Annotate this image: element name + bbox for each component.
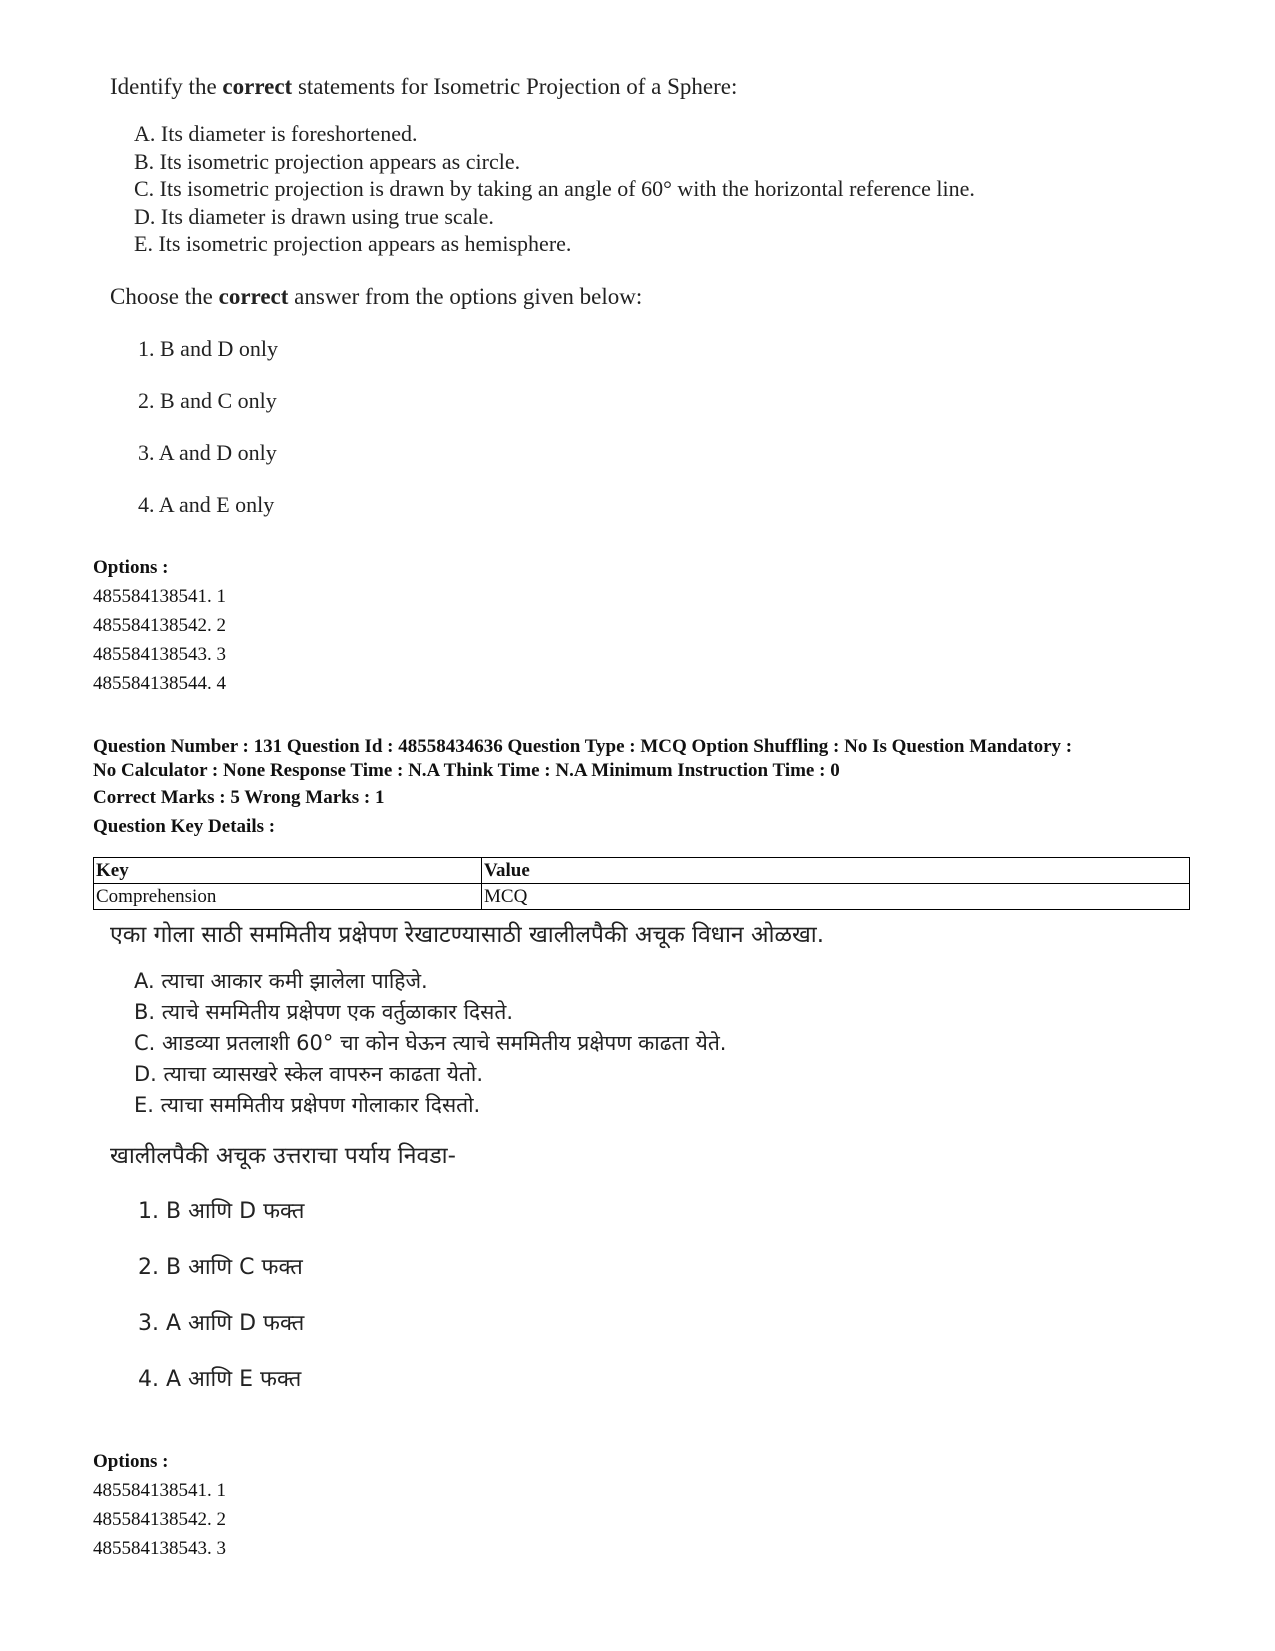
options-list-2 <box>93 1447 226 1563</box>
options-label: Options : <box>93 1451 169 1472</box>
statement-d: D. Its diameter is drawn using true scale. <box>134 203 494 229</box>
table-cell-value: MCQ <box>482 884 1190 910</box>
answer-choice-1-marathi: 1. B आणि D फक्त <box>138 1199 305 1224</box>
option-item: 485584138543. 3 <box>93 644 226 665</box>
question-info-line-2: No Calculator : None Response Time : N.A Think Time : N.A Minimum Instruction Time : 0 <box>93 760 840 781</box>
choose-instruction: Choose the correct answer from the options given below: <box>110 283 643 309</box>
statement-d-marathi: D. त्याचा व्यासखरे स्केल वापरुन काढता येतो. <box>134 1062 483 1086</box>
choose-instruction-marathi: खालीलपैकी अचूक उत्तराचा पर्याय निवडा- <box>110 1143 456 1169</box>
option-item: 485584138542. 2 <box>93 615 226 636</box>
table-header-value: Value <box>482 858 1190 884</box>
question-stem: Identify the correct statements for Isometric Projection of a Sphere: <box>110 74 738 99</box>
statement-list-marathi <box>110 966 824 1121</box>
statement-b: B. Its isometric projection appears as circle. <box>134 148 521 174</box>
option-item: 485584138544. 4 <box>93 673 226 694</box>
answer-choice-2: 2. B and C only <box>138 387 277 413</box>
answer-choice-1: 1. B and D only <box>138 335 278 361</box>
statement-a-marathi: A. त्याचा आकार कमी झालेला पाहिजे. <box>134 969 428 993</box>
answer-choice-4-marathi: 4. A आणि E फक्त <box>138 1367 302 1392</box>
option-item: 485584138541. 1 <box>93 1480 226 1501</box>
statement-e-marathi: E. त्याचा सममितीय प्रक्षेपण गोलाकार दिसतो. <box>134 1093 481 1117</box>
answer-choice-3: 3. A and D only <box>138 439 277 465</box>
question-stem-marathi: एका गोला साठी सममितीय प्रक्षेपण रेखाटण्यासाठी खालीलपैकी अचूक विधान ओळखा. <box>110 922 825 948</box>
option-item: 485584138541. 1 <box>93 586 226 607</box>
answer-choice-2-marathi: 2. B आणि C फक्त <box>138 1255 303 1280</box>
statement-list <box>110 120 975 258</box>
english-question-block <box>110 72 975 520</box>
statement-c: C. Its isometric projection is drawn by taking an angle of 60° with the horizontal reference line. <box>134 176 975 201</box>
statement-c-marathi: C. आडव्या प्रतलाशी 60° चा कोन घेऊन त्याचे सममितीय प्रक्षेपण काढता येते. <box>134 1031 727 1055</box>
statement-e: E. Its isometric projection appears as hemisphere. <box>134 231 572 256</box>
statement-b-marathi: B. त्याचे सममितीय प्रक्षेपण एक वर्तुळाकार दिसते. <box>134 1000 514 1024</box>
question-info <box>93 735 1072 841</box>
marks-line: Correct Marks : 5 Wrong Marks : 1 <box>93 787 385 808</box>
table-header-key: Key <box>94 858 482 884</box>
question-info-line-1: Question Number : 131 Question Id : 48558434636 Question Type : MCQ Option Shuffling : No Is Question Mandatory : <box>93 736 1073 757</box>
key-details-label: Question Key Details : <box>93 816 276 837</box>
options-label: Options : <box>93 557 169 578</box>
option-item: 485584138542. 2 <box>93 1509 226 1530</box>
answer-choice-3-marathi: 3. A आणि D फक्त <box>138 1311 305 1336</box>
table-header-row <box>94 858 1190 884</box>
table-row <box>94 884 1190 910</box>
statement-a: A. Its diameter is foreshortened. <box>134 121 418 146</box>
marathi-question-block <box>110 920 824 1395</box>
option-item: 485584138543. 3 <box>93 1538 226 1559</box>
answer-choice-4: 4. A and E only <box>138 491 275 517</box>
table-cell-key: Comprehension <box>94 884 482 910</box>
key-details-table <box>93 857 1190 910</box>
options-list-1 <box>93 553 226 698</box>
